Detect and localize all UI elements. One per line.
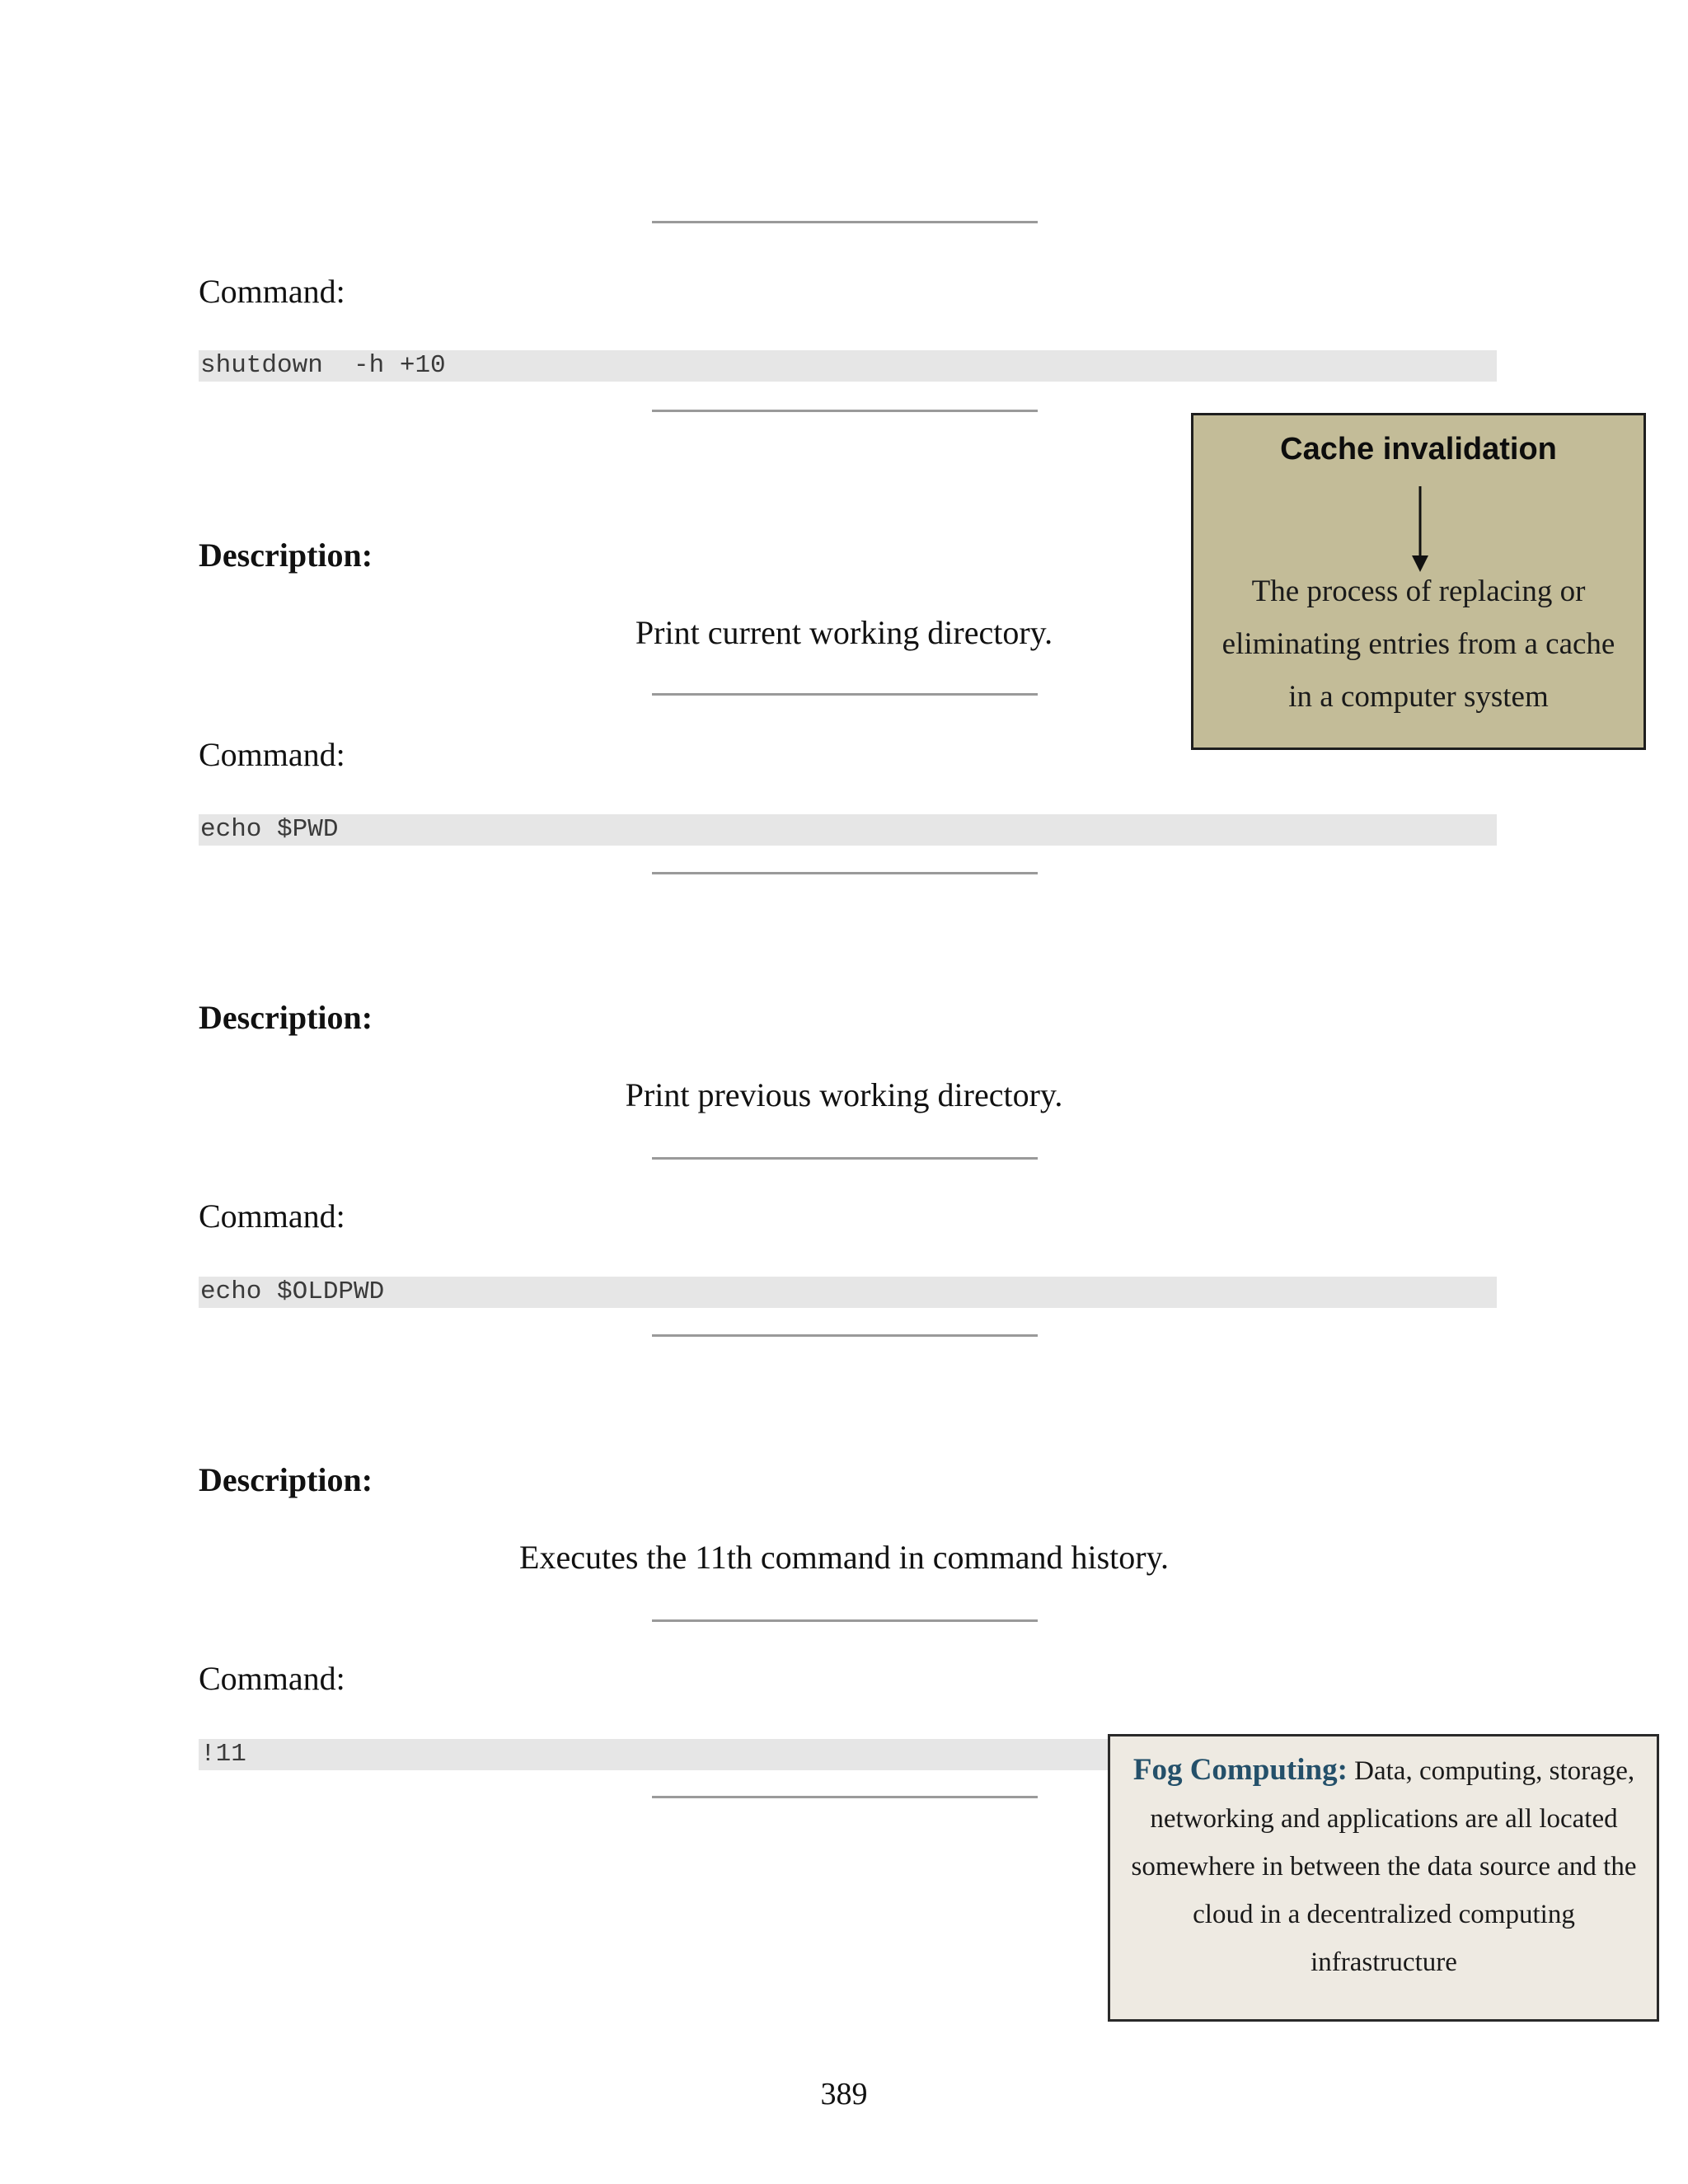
- cache-invalidation-callout: [1191, 413, 1646, 750]
- description-label: Description:: [199, 999, 373, 1036]
- section-divider: [652, 410, 1038, 412]
- section-divider: [652, 1619, 1038, 1622]
- description-label: Description:: [199, 1461, 373, 1498]
- command-label: Command:: [199, 1660, 345, 1697]
- description-text: Print previous working directory.: [625, 1076, 1063, 1113]
- section-divider: [652, 1796, 1038, 1798]
- callout-term-text: Data, computing, storage, networking and applications are all located somewhere in between the data source and the cloud in a decentralized computing infrastructure: [1131, 1756, 1637, 1977]
- callout-definition: [1128, 1746, 1639, 1986]
- callout-term: Fog Computing:: [1132, 1753, 1348, 1787]
- command-label: Command:: [199, 273, 345, 310]
- command-label: Command:: [199, 736, 345, 773]
- section-divider: [652, 1334, 1038, 1337]
- section-divider: [652, 1157, 1038, 1160]
- section-divider: [652, 693, 1038, 696]
- command-code-block: echo $OLDPWD: [199, 1277, 1497, 1308]
- fog-computing-callout: [1108, 1734, 1659, 2022]
- callout-definition: The process of replacing or eliminating entries from a cache in a computer system: [1221, 574, 1615, 714]
- command-code-block: echo $PWD: [199, 814, 1497, 846]
- command-code-block: shutdown -h +10: [199, 350, 1497, 382]
- section-divider: [652, 221, 1038, 223]
- page-number: 389: [820, 2077, 868, 2111]
- command-label: Command:: [199, 1197, 345, 1235]
- command-code-block: !11: [199, 1739, 1497, 1770]
- section-divider: [652, 872, 1038, 874]
- callout-title: Cache invalidation: [1280, 432, 1557, 466]
- description-label: Description:: [199, 537, 373, 574]
- down-arrow-icon: [1410, 486, 1430, 572]
- description-text: Print current working directory.: [635, 614, 1053, 651]
- description-text: Executes the 11th command in command history.: [519, 1539, 1169, 1576]
